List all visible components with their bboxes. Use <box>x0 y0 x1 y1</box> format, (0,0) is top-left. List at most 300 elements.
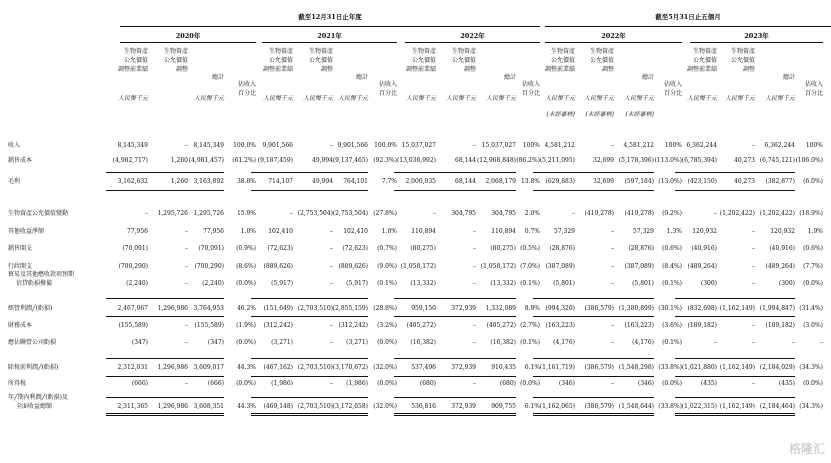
row-label: 年╱期內利潤╱(虧損)及 <box>8 394 68 401</box>
table-cell: (489,264) <box>765 263 795 270</box>
table-cell: (0.0%) <box>803 280 823 287</box>
col-header-adjust: 生物資產 <box>308 48 333 55</box>
table-cell: 1.0% <box>381 228 397 235</box>
table-cell: (70,091) <box>122 245 148 252</box>
subtotal-rule <box>394 298 436 299</box>
subtotal-rule <box>251 397 293 398</box>
subtotal-rule <box>434 172 476 173</box>
subtotal-rule <box>251 172 293 173</box>
table-cell: – <box>185 245 188 252</box>
table-cell: 68,144 <box>455 157 476 164</box>
col-unit: 人民幣千元 <box>262 95 293 102</box>
subtotal-rule <box>713 298 755 299</box>
subtotal-rule <box>394 358 436 359</box>
table-cell: (72,623) <box>267 245 293 252</box>
table-cell: (0.6%) <box>803 245 823 252</box>
subtotal-rule <box>326 358 368 359</box>
col-header-pre-adjust: 公允價值 <box>550 57 575 64</box>
subtotal-rule <box>572 298 614 299</box>
col-header-adjust: 生物資產 <box>451 48 476 55</box>
col-header-pre-adjust: 調整前業績 <box>262 66 293 73</box>
table-cell: (5,917) <box>271 280 293 287</box>
table-cell: (18.9%) <box>799 210 823 217</box>
year-label: 2022年 <box>460 32 485 40</box>
subtotal-rule <box>474 298 516 299</box>
subtotal-rule <box>675 190 717 191</box>
table-cell: 6,362,244 <box>686 142 717 149</box>
table-cell: (2,855,159) <box>332 305 368 312</box>
table-cell: (435) <box>778 380 795 387</box>
total-double-rule <box>753 413 795 414</box>
total-double-rule <box>182 415 224 416</box>
table-cell: – <box>185 322 188 329</box>
table-cell: (889,626) <box>263 263 293 270</box>
col-header-pct: 佔收入 <box>521 81 540 88</box>
subtotal-rule <box>326 316 368 317</box>
table-cell: (346) <box>637 380 654 387</box>
table-cell: – <box>792 339 795 346</box>
col-header-adjust: 公允價值 <box>730 57 755 64</box>
unaudited-note: (未經審核) <box>625 111 654 118</box>
table-cell: (1,994,847) <box>759 305 795 312</box>
table-cell: 8,145,349 <box>193 142 224 149</box>
table-cell: – <box>611 339 614 346</box>
subtotal-rule <box>106 190 148 191</box>
table-cell: – <box>752 322 755 329</box>
table-cell: 2,000,035 <box>405 178 436 185</box>
row-label: 全面收益總額 <box>16 403 53 410</box>
subtotal-rule <box>612 190 654 191</box>
total-double-rule <box>251 415 293 416</box>
table-cell: – <box>473 228 476 235</box>
row-label: 生物資產公允價值變動 <box>8 210 69 217</box>
table-cell: 1.0% <box>240 228 256 235</box>
table-cell: (1,202,422) <box>759 210 795 217</box>
table-cell: 40,273 <box>734 178 755 185</box>
total-double-rule <box>394 413 436 414</box>
table-cell: (469,148) <box>263 403 293 410</box>
table-cell: (700,290) <box>194 263 224 270</box>
subtotal-rule <box>326 376 368 377</box>
table-cell: (5,917) <box>346 280 368 287</box>
subtotal-rule <box>612 376 654 377</box>
table-cell: 44.3% <box>236 364 256 371</box>
table-cell: (2,703,510) <box>297 364 333 371</box>
col-header-adjust: 公允價值 <box>163 57 188 64</box>
table-cell: (13,332) <box>410 280 436 287</box>
table-cell: – <box>611 263 614 270</box>
subtotal-rule <box>182 376 224 377</box>
table-cell: 57,329 <box>554 228 575 235</box>
total-double-rule <box>394 415 436 416</box>
table-cell: (92.3%) <box>373 157 397 164</box>
table-cell: – <box>330 322 333 329</box>
row-label: 所得稅 <box>8 380 27 387</box>
row-label: 其他收益淨額 <box>8 228 45 235</box>
table-cell: (13,036,992) <box>396 157 436 164</box>
table-cell: 2,312,031 <box>117 364 148 371</box>
table-cell: (597,184) <box>624 178 654 185</box>
table-cell: – <box>611 228 614 235</box>
subtotal-rule <box>572 190 614 191</box>
table-cell: 1,260 <box>170 178 188 185</box>
subtotal-rule <box>251 316 293 317</box>
table-cell: – <box>714 339 717 346</box>
table-cell: – <box>330 380 333 387</box>
table-cell: 6,362,244 <box>764 142 795 149</box>
subtotal-rule <box>106 172 148 173</box>
table-cell: (9.2%) <box>662 210 682 217</box>
col-header-adjust: 公允價值 <box>451 57 476 64</box>
subtotal-rule <box>713 316 755 317</box>
year-rule <box>262 42 397 43</box>
unaudited-note: (未經審核) <box>585 111 614 118</box>
table-cell: 15,037,027 <box>401 142 436 149</box>
col-header-total: 總計 <box>503 74 516 81</box>
col-header-pre-adjust: 公允價值 <box>692 57 717 64</box>
table-cell: 9,901,566 <box>262 142 293 149</box>
table-cell: (8.4%) <box>662 263 682 270</box>
subtotal-rule <box>572 316 614 317</box>
table-cell: (2,753,504) <box>297 210 333 217</box>
table-cell: (1,162,149) <box>719 403 755 410</box>
col-unit: 人民幣千元 <box>337 95 368 102</box>
table-cell: – <box>752 380 755 387</box>
table-cell: 77,956 <box>127 228 148 235</box>
col-unit: 人民幣千元 <box>445 95 476 102</box>
table-cell: (9,137,465) <box>332 157 368 164</box>
table-cell: (5,211,095) <box>539 157 575 164</box>
subtotal-rule <box>106 298 148 299</box>
total-double-rule <box>572 413 614 414</box>
subtotal-rule <box>394 376 436 377</box>
table-cell: (33.8%) <box>658 364 682 371</box>
table-cell: (3.2%) <box>377 322 397 329</box>
table-cell: 372,939 <box>451 305 476 312</box>
subtotal-rule <box>106 358 148 359</box>
table-cell: 120,932 <box>770 228 795 235</box>
subtotal-rule <box>675 358 717 359</box>
table-cell: – <box>290 210 293 217</box>
subtotal-rule <box>182 397 224 398</box>
table-cell: 13.8% <box>520 178 540 185</box>
subtotal-rule <box>675 298 717 299</box>
table-cell: (300) <box>778 280 795 287</box>
table-cell: (347) <box>131 339 148 346</box>
subtotal-rule <box>533 298 575 299</box>
table-cell: (34.3%) <box>799 364 823 371</box>
col-header-pre-adjust: 公允價值 <box>268 57 293 64</box>
table-cell: 304,795 <box>491 210 516 217</box>
subtotal-rule <box>533 397 575 398</box>
table-cell: (3.6%) <box>662 322 682 329</box>
table-cell: (13,332) <box>490 280 516 287</box>
table-cell: 38.8% <box>236 178 256 185</box>
col-header-pre-adjust: 生物資產 <box>692 48 717 55</box>
table-cell: (2,184,029) <box>759 364 795 371</box>
col-header-pre-adjust: 調整前業績 <box>405 66 436 73</box>
table-cell: 1,260 <box>170 157 188 164</box>
table-cell: (28,876) <box>549 245 575 252</box>
table-cell: 8.9% <box>524 305 540 312</box>
table-cell: (382,877) <box>765 178 795 185</box>
table-cell: (1,058,172) <box>480 263 516 270</box>
subtotal-rule <box>182 172 224 173</box>
table-cell: (34.3%) <box>799 403 823 410</box>
table-cell: 1,295,726 <box>193 210 224 217</box>
table-cell: 120,932 <box>692 228 717 235</box>
table-cell: (3,172,658) <box>332 403 368 410</box>
row-label: 財務成本 <box>8 322 33 329</box>
year-label: 2023年 <box>744 32 769 40</box>
table-cell: 32,699 <box>593 157 614 164</box>
table-cell: (1,986) <box>271 380 293 387</box>
table-cell: (629,883) <box>545 178 575 185</box>
subtotal-rule <box>251 190 293 191</box>
table-cell: (61.2%) <box>232 157 256 164</box>
table-cell: (1.9%) <box>236 322 256 329</box>
col-header-pct: 佔收入 <box>378 81 397 88</box>
table-cell: (0.0%) <box>236 280 256 287</box>
table-cell: – <box>572 210 575 217</box>
table-cell: 8,145,349 <box>117 142 148 149</box>
table-cell: – <box>752 245 755 252</box>
period-header-five-months: 截至5月31日止五個月 <box>655 13 721 21</box>
table-cell: (27.8%) <box>373 210 397 217</box>
subtotal-rule <box>713 376 755 377</box>
table-cell: 1,296,986 <box>157 403 188 410</box>
row-label: 銷售開支 <box>8 245 33 252</box>
table-cell: (80,275) <box>410 245 436 252</box>
table-cell: (3,170,672) <box>332 364 368 371</box>
table-cell: (2,240) <box>126 280 148 287</box>
table-cell: (419,278) <box>624 210 654 217</box>
table-cell: (40,916) <box>769 245 795 252</box>
table-cell: – <box>185 263 188 270</box>
table-cell: (32.0%) <box>373 364 397 371</box>
col-unit: 人民幣千元 <box>117 95 148 102</box>
table-cell: 110,894 <box>411 228 436 235</box>
total-double-rule <box>474 413 516 414</box>
table-cell: 68,144 <box>455 178 476 185</box>
table-cell: 3,608,351 <box>193 403 224 410</box>
total-double-rule <box>434 415 476 416</box>
table-cell: – <box>330 263 333 270</box>
table-cell: – <box>185 142 188 149</box>
table-cell: (1,161,719) <box>539 364 575 371</box>
total-double-rule <box>713 413 755 414</box>
table-cell: (3,271) <box>271 339 293 346</box>
table-cell: (666) <box>207 380 224 387</box>
col-header-adjust: 生物資產 <box>163 48 188 55</box>
year-label: 2020年 <box>175 32 201 40</box>
table-cell: (6,785,394) <box>681 157 717 164</box>
table-cell: (386,579) <box>584 403 614 410</box>
table-cell: (312,242) <box>263 322 293 329</box>
col-unit: 人民幣千元 <box>405 95 436 102</box>
table-cell: – <box>752 280 755 287</box>
table-cell: (86.2%) <box>516 157 540 164</box>
table-cell: – <box>473 280 476 287</box>
subtotal-rule <box>572 358 614 359</box>
table-cell: 1,296,986 <box>157 305 188 312</box>
watermark: 格隆汇 <box>788 442 825 456</box>
subtotal-rule <box>434 376 476 377</box>
table-cell: (1,022,315) <box>681 403 717 410</box>
col-unit: 人民幣千元 <box>485 95 516 102</box>
table-cell: 40,273 <box>734 157 755 164</box>
table-cell: – <box>330 280 333 287</box>
subtotal-rule <box>713 358 755 359</box>
table-cell: 100.0% <box>233 142 256 149</box>
subtotal-rule <box>474 172 516 173</box>
col-header-adjust: 公允價值 <box>308 57 333 64</box>
col-header-pre-adjust: 生物資產 <box>550 48 575 55</box>
total-double-rule <box>106 415 148 416</box>
col-header-pre-adjust: 生物資產 <box>411 48 436 55</box>
table-cell: – <box>611 142 614 149</box>
table-cell: 372,939 <box>451 403 476 410</box>
table-cell: (4,176) <box>553 339 575 346</box>
subtotal-rule <box>474 358 516 359</box>
subtotal-rule <box>612 316 654 317</box>
table-cell: (0.0%) <box>520 380 540 387</box>
subtotal-rule <box>251 358 293 359</box>
subtotal-rule <box>533 358 575 359</box>
table-cell: – <box>611 280 614 287</box>
table-cell: 57,329 <box>633 228 654 235</box>
table-cell: (666) <box>131 380 148 387</box>
subtotal-rule <box>753 190 795 191</box>
subtotal-rule <box>434 298 476 299</box>
table-cell: (1,986) <box>346 380 368 387</box>
table-cell: (189,182) <box>687 322 717 329</box>
subtotal-rule <box>675 316 717 317</box>
total-double-rule <box>182 413 224 414</box>
table-cell: (2,703,510) <box>297 305 333 312</box>
subtotal-rule <box>474 376 516 377</box>
col-header-pre-adjust: 生物資產 <box>123 48 148 55</box>
table-cell: (1,548,298) <box>618 364 654 371</box>
col-header-pct: 百分比 <box>521 90 540 97</box>
table-cell: (435) <box>700 380 717 387</box>
table-cell: – <box>473 263 476 270</box>
col-header-total: 總計 <box>782 74 795 81</box>
table-cell: (0.0%) <box>803 380 823 387</box>
table-cell: – <box>611 380 614 387</box>
table-cell: (113.0%) <box>654 157 682 164</box>
col-header-adjust: 調整 <box>320 66 333 73</box>
subtotal-rule <box>106 376 148 377</box>
table-cell: – <box>473 142 476 149</box>
total-double-rule <box>251 413 293 414</box>
col-header-total: 總計 <box>641 74 654 81</box>
total-double-rule <box>474 415 516 416</box>
table-cell: (0.1%) <box>377 280 397 287</box>
table-cell: (347) <box>207 339 224 346</box>
table-cell: (0.1%) <box>662 339 682 346</box>
table-cell: (312,242) <box>338 322 368 329</box>
table-cell: (0.0%) <box>377 339 397 346</box>
period-rule-year-end <box>120 26 540 27</box>
table-cell: (6.0%) <box>803 178 823 185</box>
table-cell: 9,901,566 <box>337 142 368 149</box>
table-cell: (0.9%) <box>236 245 256 252</box>
table-cell: – <box>330 142 333 149</box>
table-cell: 1.9% <box>807 228 823 235</box>
table-cell: 2,467,967 <box>117 305 148 312</box>
subtotal-rule <box>394 190 436 191</box>
subtotal-rule <box>474 397 516 398</box>
table-cell: (1,380,899) <box>618 305 654 312</box>
table-cell: (155,589) <box>194 322 224 329</box>
col-header-adjust: 生物資產 <box>589 48 614 55</box>
total-double-rule <box>675 413 717 414</box>
table-cell: 77,956 <box>203 228 224 235</box>
table-cell: (2.7%) <box>520 322 540 329</box>
subtotal-rule <box>106 397 148 398</box>
table-cell: – <box>185 380 188 387</box>
table-cell: (33.8%) <box>658 403 682 410</box>
table-cell: (2,703,510) <box>297 403 333 410</box>
table-cell: (1,548,644) <box>618 403 654 410</box>
col-header-pre-adjust: 調整前業績 <box>544 66 575 73</box>
table-cell: (405,272) <box>486 322 516 329</box>
table-cell: (0.0%) <box>236 339 256 346</box>
col-header-pre-adjust: 調整前業績 <box>686 66 717 73</box>
year-rule <box>405 42 540 43</box>
table-cell: 4,581,212 <box>544 142 575 149</box>
subtotal-rule <box>251 376 293 377</box>
subtotal-rule <box>533 172 575 173</box>
row-label: 經營利潤╱(虧損) <box>8 305 53 312</box>
table-cell: 3,162,632 <box>117 178 148 185</box>
table-cell: 909,755 <box>491 403 516 410</box>
col-header-pct: 佔收入 <box>663 81 682 88</box>
table-cell: (0.1%) <box>520 280 540 287</box>
subtotal-rule <box>394 172 436 173</box>
row-label: 行政開支 <box>8 263 33 270</box>
table-cell: (8.6%) <box>236 263 256 270</box>
table-cell: – <box>611 245 614 252</box>
col-header-pct: 百分比 <box>237 90 256 97</box>
subtotal-rule <box>474 316 516 317</box>
table-cell: – <box>473 339 476 346</box>
table-cell: (300) <box>700 280 717 287</box>
table-cell: (2,240) <box>202 280 224 287</box>
col-header-adjust: 公允價值 <box>589 57 614 64</box>
table-cell: 1,295,726 <box>157 210 188 217</box>
total-double-rule <box>106 413 148 414</box>
table-cell: 32,699 <box>593 178 614 185</box>
row-label: 信貸虧損撥備 <box>16 280 53 287</box>
subtotal-rule <box>675 397 717 398</box>
table-cell: (31.4%) <box>799 305 823 312</box>
table-cell: (405,272) <box>406 322 436 329</box>
total-double-rule <box>533 415 575 416</box>
table-cell: (0.6%) <box>662 245 682 252</box>
table-cell: – <box>145 210 148 217</box>
table-cell: (1,021,880) <box>681 364 717 371</box>
total-double-rule <box>326 413 368 414</box>
subtotal-rule <box>753 172 795 173</box>
table-cell: 536,816 <box>411 403 436 410</box>
table-cell: (0.0%) <box>236 380 256 387</box>
col-header-pct: 百分比 <box>663 90 682 97</box>
table-cell: (7.7%) <box>803 263 823 270</box>
table-cell: 2,068,179 <box>485 178 516 185</box>
table-cell: (419,278) <box>584 210 614 217</box>
